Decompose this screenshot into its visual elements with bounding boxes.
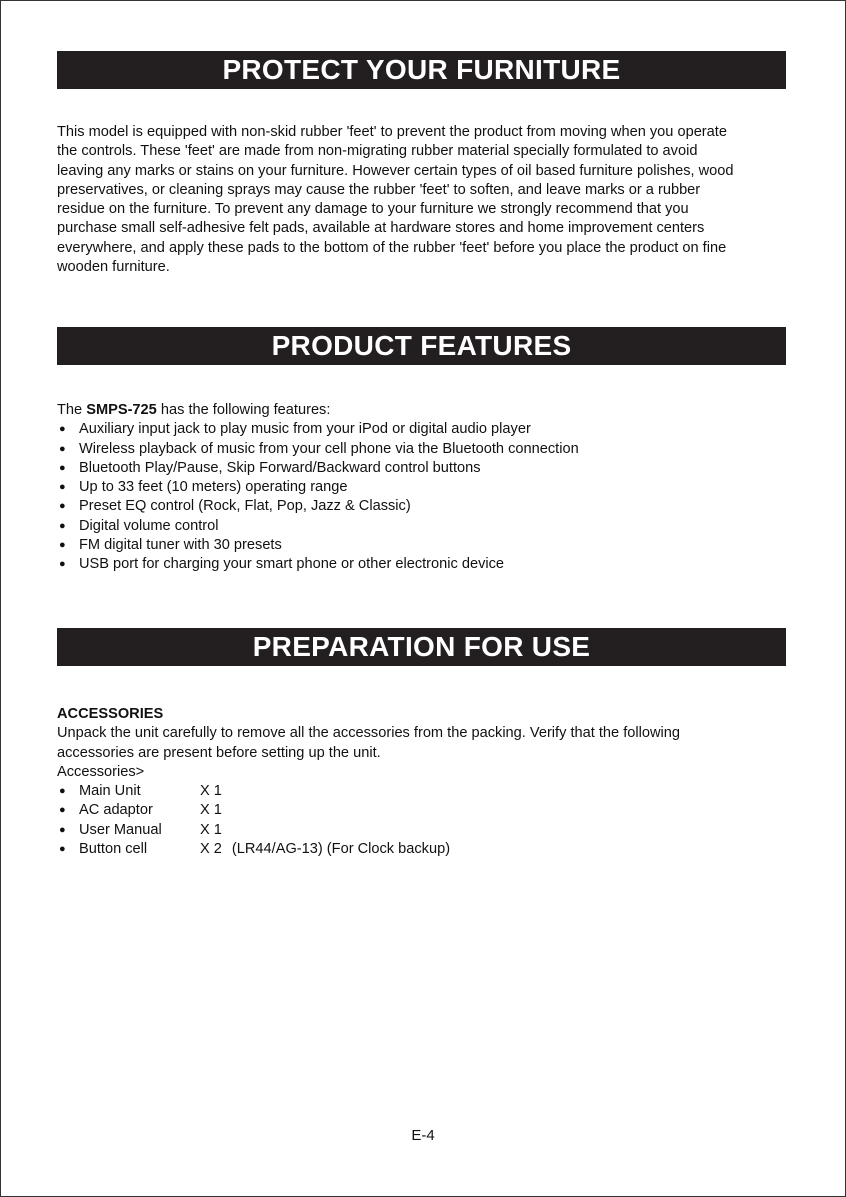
- bullet-icon: ●: [59, 481, 66, 494]
- accessory-note: (LR44/AG-13) (For Clock backup): [231, 841, 451, 858]
- list-item: [57, 459, 807, 478]
- feature-text: Auxiliary input jack to play music from your iPod or digital audio player: [79, 421, 531, 438]
- list-item: [57, 478, 807, 497]
- feature-text: Bluetooth Play/Pause, Skip Forward/Backward control buttons: [79, 459, 481, 476]
- accessory-quantity: X 1: [200, 821, 222, 838]
- bullet-icon: ●: [59, 785, 66, 798]
- list-item: [57, 821, 807, 840]
- list-item: [57, 517, 807, 536]
- features-list: [57, 420, 807, 574]
- product-features-section: [57, 401, 807, 575]
- bullet-icon: ●: [59, 823, 66, 836]
- product-features-banner: PRODUCT FEATURES: [57, 327, 786, 365]
- paragraph-line: the controls. These 'feet' are made from non-migrating rubber material specially formulated to avoid: [57, 143, 698, 160]
- bullet-icon: ●: [59, 539, 66, 552]
- accessories-heading: ACCESSORIES: [57, 706, 164, 722]
- bullet-icon: ●: [59, 500, 66, 513]
- bullet-icon: ●: [59, 423, 66, 436]
- paragraph-line: leaving any marks or stains on your furniture. However certain types of oil based furniture polishes, wood: [57, 162, 734, 179]
- feature-text: Wireless playback of music from your cell phone via the Bluetooth connection: [79, 440, 579, 457]
- bullet-icon: ●: [59, 804, 66, 817]
- paragraph-line: everywhere, and apply these pads to the bottom of the rubber 'feet' before you place the product on fine: [57, 239, 727, 256]
- features-intro: [57, 401, 807, 420]
- bullet-icon: ●: [59, 461, 66, 474]
- model-number: SMPS-725: [86, 402, 157, 418]
- accessory-quantity: X 1: [200, 802, 222, 819]
- list-item: [57, 497, 807, 516]
- paragraph-line: wooden furniture.: [57, 259, 170, 276]
- paragraph-line: This model is equipped with non-skid rubber 'feet' to prevent the product from moving when you operate: [57, 124, 727, 140]
- protect-furniture-banner: PROTECT YOUR FURNITURE: [57, 51, 786, 89]
- accessory-name: User Manual: [79, 821, 162, 838]
- paragraph-line: accessories are present before setting up the unit.: [57, 744, 381, 761]
- list-item: [57, 440, 807, 459]
- accessories-list: [57, 782, 807, 859]
- list-item: [57, 782, 807, 801]
- paragraph-line: residue on the furniture. To prevent any damage to your furniture we strongly recommend that you: [57, 201, 689, 218]
- feature-text: FM digital tuner with 30 presets: [79, 537, 282, 554]
- feature-text: Preset EQ control (Rock, Flat, Pop, Jazz & Classic): [79, 498, 411, 515]
- list-item: [57, 801, 807, 820]
- accessory-quantity: X 2: [200, 841, 222, 858]
- bullet-icon: ●: [59, 442, 66, 455]
- feature-text: Digital volume control: [79, 517, 219, 534]
- feature-text: Up to 33 feet (10 meters) operating range: [79, 479, 348, 496]
- preparation-banner: PREPARATION FOR USE: [57, 628, 786, 666]
- features-intro-suffix: has the following features:: [160, 402, 331, 418]
- list-item: [57, 536, 807, 555]
- bullet-icon: ●: [59, 519, 66, 532]
- page-number: E-4: [411, 1127, 435, 1144]
- protect-furniture-paragraph: [57, 123, 807, 277]
- accessory-name: AC adaptor: [79, 802, 153, 819]
- accessory-quantity: X 1: [200, 783, 222, 800]
- accessories-list-label: Accessories>: [57, 763, 145, 780]
- list-item: [57, 420, 807, 439]
- paragraph-line: preservatives, or cleaning sprays may cause the rubber 'feet' to soften, and leave marks or a rubber: [57, 181, 701, 198]
- bullet-icon: ●: [59, 843, 66, 856]
- preparation-section: [57, 705, 807, 859]
- bullet-icon: ●: [59, 558, 66, 571]
- feature-text: USB port for charging your smart phone or other electronic device: [79, 556, 505, 573]
- list-item: [57, 840, 807, 859]
- accessory-name: Button cell: [79, 841, 148, 858]
- paragraph-line: purchase small self-adhesive felt pads, available at hardware stores and home improvement centers: [57, 220, 705, 237]
- accessory-name: Main Unit: [79, 783, 141, 800]
- features-intro-prefix: The: [57, 402, 83, 418]
- list-item: [57, 555, 807, 574]
- paragraph-line: Unpack the unit carefully to remove all the accessories from the packing. Verify that the following: [57, 725, 680, 742]
